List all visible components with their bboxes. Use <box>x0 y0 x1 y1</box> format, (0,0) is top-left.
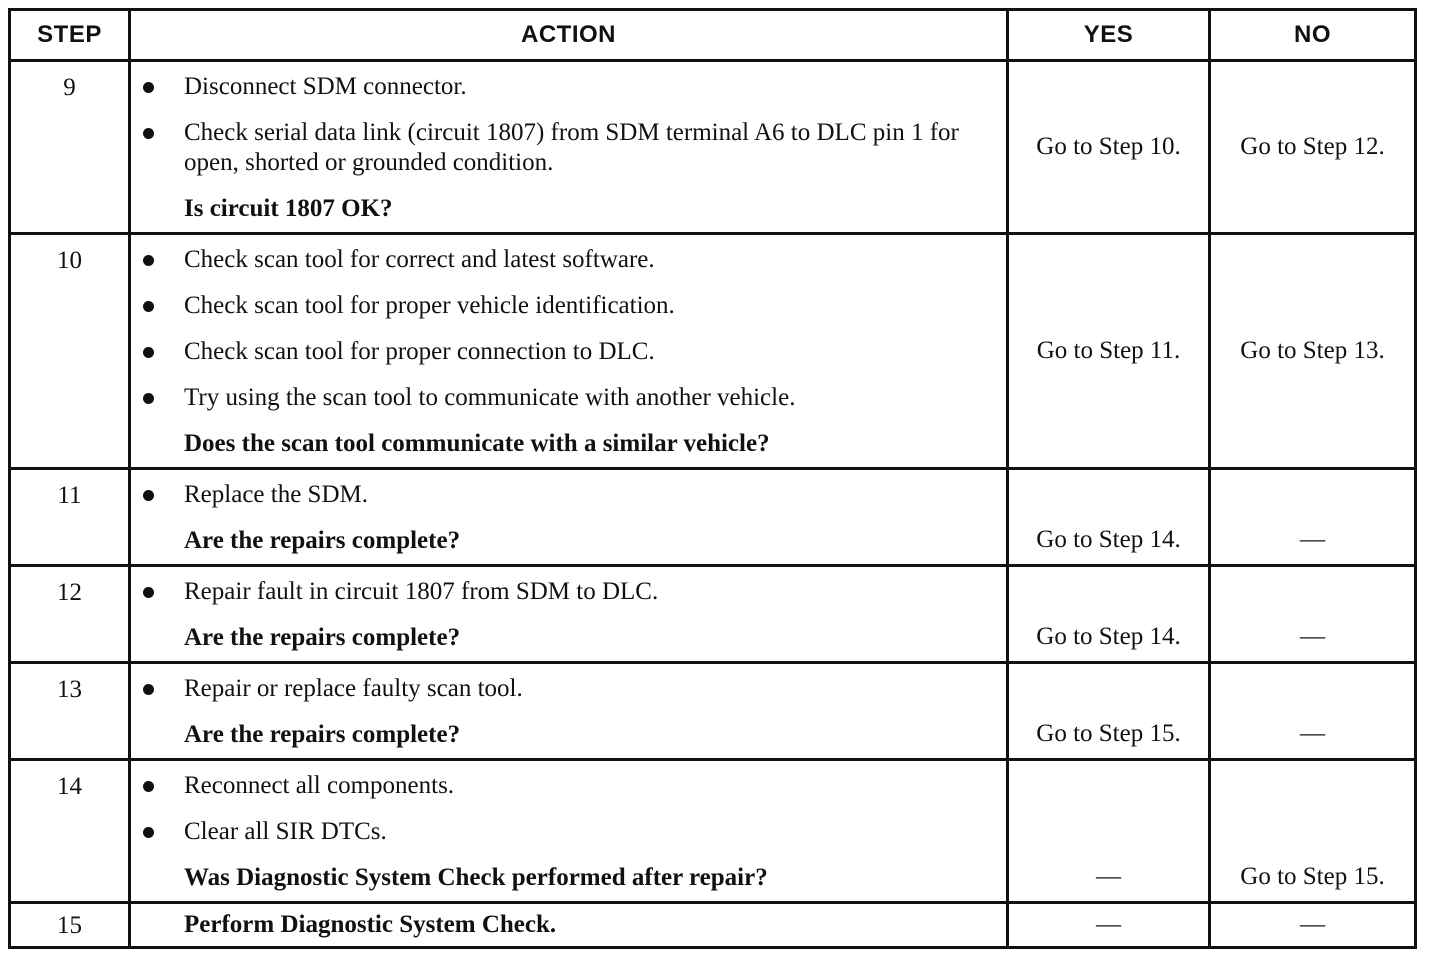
action-cell <box>130 903 1008 948</box>
table-row <box>10 234 1416 469</box>
bullet-icon <box>137 674 184 704</box>
action-cell <box>130 469 1008 566</box>
no-result: Go to Step 15. <box>1210 760 1416 903</box>
action-question: Is circuit 1807 OK? <box>184 195 393 222</box>
bullet-icon <box>137 291 184 321</box>
action-bullet: Repair fault in circuit 1807 from SDM to DLC. <box>184 578 659 605</box>
yes-result: — <box>1008 760 1210 903</box>
action-bullet: Check scan tool for proper connection to DLC. <box>184 338 655 365</box>
yes-result: Go to Step 14. <box>1008 566 1210 663</box>
bullet-icon <box>137 771 184 801</box>
action-bullet: Try using the scan tool to communicate with another vehicle. <box>184 384 796 411</box>
bullet-icon <box>137 383 184 413</box>
action-bullet: Replace the SDM. <box>184 481 368 508</box>
step-number: 14 <box>10 760 130 903</box>
table-row <box>10 61 1416 234</box>
header-yes: YES <box>1008 10 1210 61</box>
action-question: Was Diagnostic System Check performed after repair? <box>184 864 768 891</box>
yes-result: Go to Step 11. <box>1008 234 1210 469</box>
action-bullet: Repair or replace faulty scan tool. <box>184 675 523 702</box>
action-cell <box>130 61 1008 234</box>
table-row <box>10 566 1416 663</box>
action-bullet: Reconnect all components. <box>184 772 455 799</box>
bullet-icon <box>137 577 184 607</box>
step-number: 9 <box>10 61 130 234</box>
yes-result: Go to Step 15. <box>1008 663 1210 760</box>
step-number: 12 <box>10 566 130 663</box>
no-result: — <box>1210 469 1416 566</box>
action-bullet: Check scan tool for proper vehicle identification. <box>184 292 675 319</box>
diagnostic-table <box>8 8 1417 949</box>
step-number: 13 <box>10 663 130 760</box>
action-cell <box>130 566 1008 663</box>
bullet-icon <box>137 118 184 148</box>
action-cell <box>130 760 1008 903</box>
table-row <box>10 469 1416 566</box>
header-action: ACTION <box>130 10 1008 61</box>
table-row <box>10 760 1416 903</box>
bullet-icon <box>137 480 184 510</box>
step-number: 11 <box>10 469 130 566</box>
action-bullet: Clear all SIR DTCs. <box>184 818 387 845</box>
bullet-icon <box>137 337 184 367</box>
bullet-icon <box>137 245 184 275</box>
no-result: — <box>1210 663 1416 760</box>
no-result: Go to Step 12. <box>1210 61 1416 234</box>
yes-result: — <box>1008 903 1210 948</box>
step-number: 10 <box>10 234 130 469</box>
header-row <box>10 10 1416 61</box>
action-cell <box>130 663 1008 760</box>
action-bullet: Check scan tool for correct and latest software. <box>184 246 655 273</box>
action-question: Perform Diagnostic System Check. <box>184 911 557 938</box>
no-result: — <box>1210 903 1416 948</box>
header-no: NO <box>1210 10 1416 61</box>
action-cell <box>130 234 1008 469</box>
action-bullet: Check serial data link (circuit 1807) from SDM terminal A6 to DLC pin 1 for open, shorted or grounded condition. <box>184 119 959 176</box>
yes-result: Go to Step 10. <box>1008 61 1210 234</box>
action-bullet: Disconnect SDM connector. <box>184 73 467 100</box>
bullet-icon <box>137 817 184 847</box>
no-result: — <box>1210 566 1416 663</box>
action-question: Does the scan tool communicate with a similar vehicle? <box>184 430 770 457</box>
bullet-icon <box>137 72 184 102</box>
action-question: Are the repairs complete? <box>184 721 461 748</box>
action-question: Are the repairs complete? <box>184 527 461 554</box>
step-number: 15 <box>10 903 130 948</box>
yes-result: Go to Step 14. <box>1008 469 1210 566</box>
header-step: STEP <box>10 10 130 61</box>
table-row <box>10 663 1416 760</box>
action-question: Are the repairs complete? <box>184 624 461 651</box>
table-row <box>10 903 1416 948</box>
no-result: Go to Step 13. <box>1210 234 1416 469</box>
